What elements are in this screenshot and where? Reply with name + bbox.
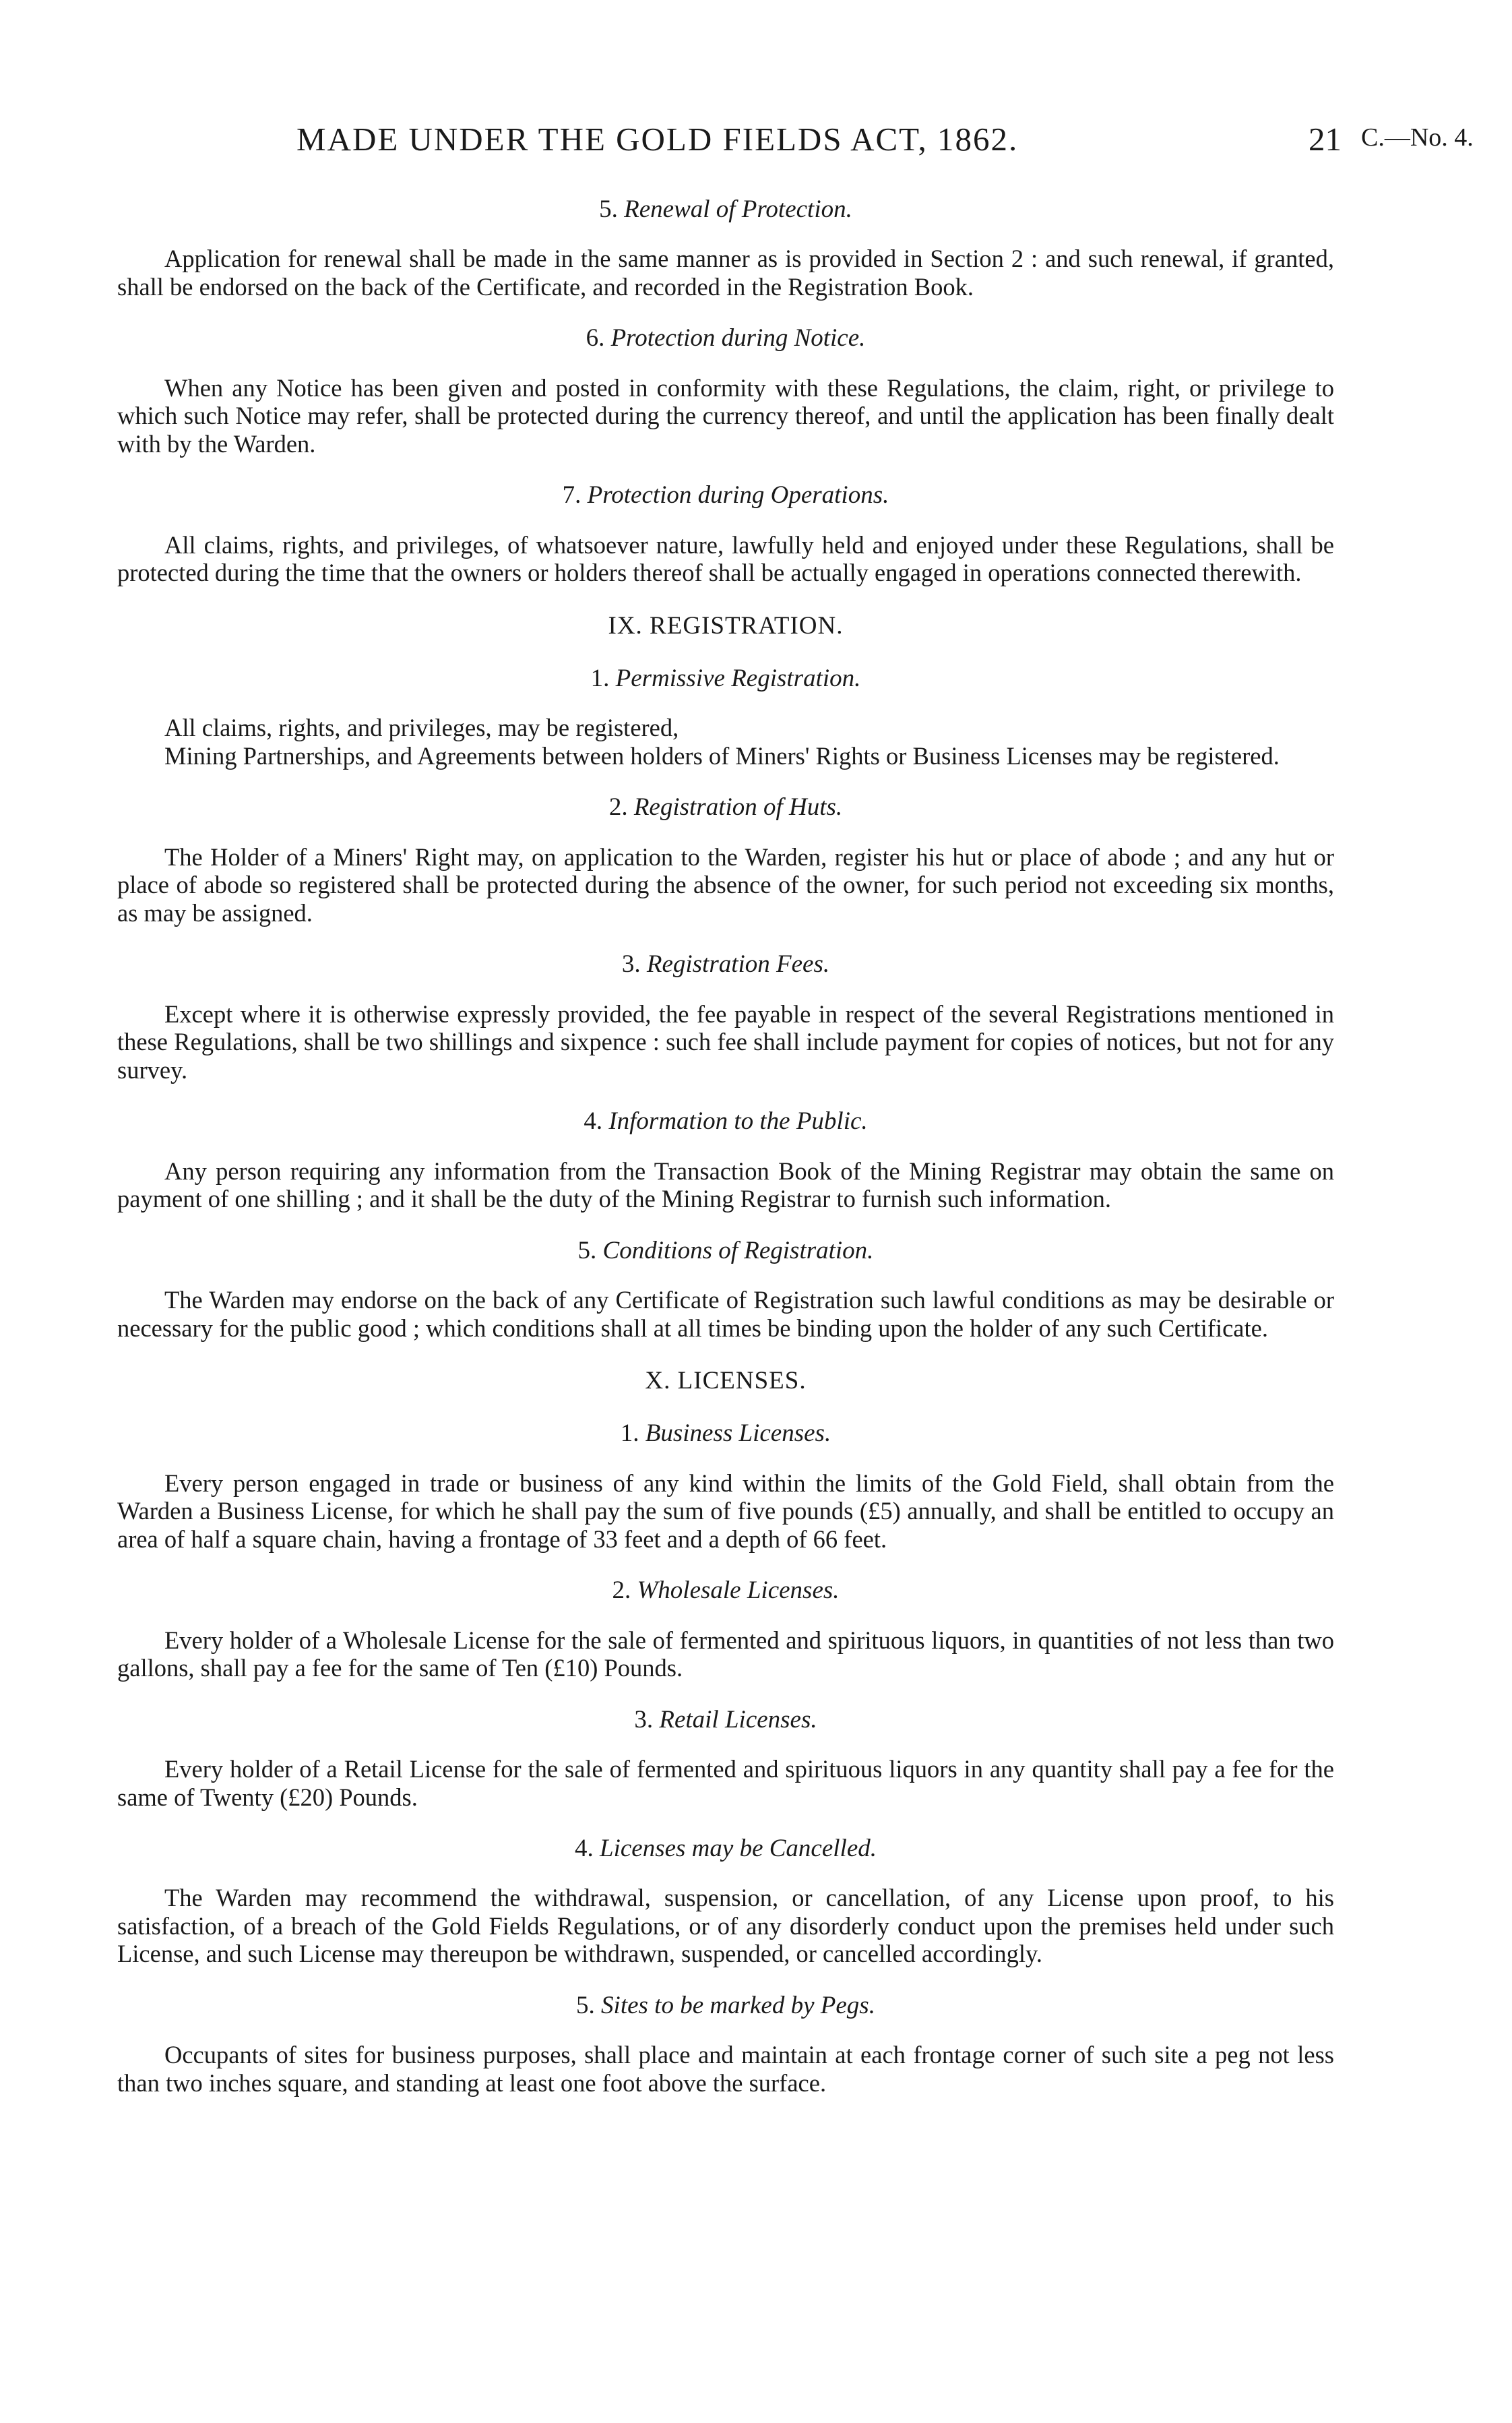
section-heading-registration-of-huts: 2. Registration of Huts.: [608, 793, 843, 822]
section-heading-sites-to-be-marked-by-pegs: 5. Sites to be marked by Pegs.: [576, 1991, 875, 2019]
part-heading-registration: IX. REGISTRATION.: [608, 611, 844, 640]
paragraph: Every person engaged in trade or business of any kind within the limits of the Gold Field, shall obtain from the Warden a Business License, for which he shall pay the sum of five pounds (£5) annually, and shall be entitled to occupy an area of half a square chain, having a frontage of 33 feet and a depth of 66 feet.: [117, 1469, 1334, 1553]
section-heading-permissive-registration: 1. Permissive Registration.: [590, 665, 861, 693]
paragraph: Mining Partnerships, and Agreements between holders of Miners' Rights or Business Licenses may be registered.: [164, 741, 1280, 770]
header-title: MADE UNDER THE GOLD FIELDS ACT, 1862.: [296, 121, 1019, 158]
running-header: [135, 120, 1499, 167]
paragraph: Except where it is otherwise expressly provided, the fee payable in respect of the several Registrations mentioned in these Regulations, shall be two shillings and sixpence : such fee shall include payment for copies of notices, but not for any survey.: [117, 1000, 1334, 1084]
section-heading-licenses-may-be-cancelled: 4. Licenses may be Cancelled.: [575, 1835, 877, 1863]
section-heading-protection-during-notice: 6. Protection during Notice.: [586, 324, 866, 352]
section-heading-retail-licenses: 3. Retail Licenses.: [634, 1705, 817, 1734]
paragraph: All claims, rights, and privileges, may be registered,: [164, 714, 679, 742]
paragraph: Occupants of sites for business purposes, shall place and maintain at each frontage corner of such site a peg not less than two inches square, and standing at least one foot above the surface.: [117, 2041, 1334, 2097]
paragraph: Application for renewal shall be made in the same manner as is provided in Section 2 : and such renewal, if granted, shall be endorsed on the back of the Certificate, and recorded in the Registration Book.: [117, 245, 1334, 301]
document-reference: C.—No. 4.: [1361, 123, 1474, 152]
section-heading-renewal-of-protection: 5. Renewal of Protection.: [599, 195, 852, 223]
paragraph: The Warden may recommend the withdrawal, suspension, or cancellation, of any License upon proof, to his satisfaction, of a breach of the Gold Fields Regulations, or of any disorderly conduct upon the premises held under such License, and such License may thereupon be withdrawn, suspended, or cancelled accordingly.: [117, 1884, 1334, 1968]
section-heading-conditions-of-registration: 5. Conditions of Registration.: [577, 1236, 874, 1264]
paragraph: Any person requiring any information from the Transaction Book of the Mining Registrar may obtain the same on payment of one shilling ; and it shall be the duty of the Mining Registrar to furnish such information.: [117, 1157, 1334, 1213]
paragraph: When any Notice has been given and posted in conformity with these Regulations, the claim, right, or privilege to which such Notice may refer, shall be protected during the currency thereof, and until the application has been finally dealt with by the Warden.: [117, 373, 1334, 458]
paragraph: The Holder of a Miners' Right may, on application to the Warden, register his hut or place of abode ; and any hut or place of abode so registered shall be protected during the absence of the owner, for such period not exceeding six months, as may be assigned.: [117, 842, 1334, 927]
section-heading-wholesale-licenses: 2. Wholesale Licenses.: [612, 1576, 840, 1605]
section-heading-business-licenses: 1. Business Licenses.: [620, 1419, 831, 1448]
document-body: [117, 185, 1334, 2097]
section-heading-registration-fees: 3. Registration Fees.: [621, 950, 830, 979]
page-number: 21: [1309, 121, 1342, 158]
paragraph: Every holder of a Wholesale License for the sale of fermented and spirituous liquors, in quantities of not less than two gallons, shall pay a fee for the same of Ten (£10) Pounds.: [117, 1626, 1334, 1682]
section-heading-protection-during-operations: 7. Protection during Operations.: [562, 481, 889, 510]
paragraph: The Warden may endorse on the back of any Certificate of Registration such lawful conditions as may be desirable or necessary for the public good ; which conditions shall at all times be binding upon the holder of any such Certificate.: [117, 1286, 1334, 1342]
section-heading-information-to-the-public: 4. Information to the Public.: [584, 1107, 868, 1136]
paragraph: All claims, rights, and privileges, of whatsoever nature, lawfully held and enjoyed under these Regulations, shall be protected during the time that the owners or holders thereof shall be actually engaged in operations connected therewith.: [117, 530, 1334, 587]
paragraph: Every holder of a Retail License for the sale of fermented and spirituous liquors in any quantity shall pay a fee for the same of Twenty (£20) Pounds.: [117, 1755, 1334, 1811]
part-heading-licenses: X. LICENSES.: [645, 1367, 807, 1395]
